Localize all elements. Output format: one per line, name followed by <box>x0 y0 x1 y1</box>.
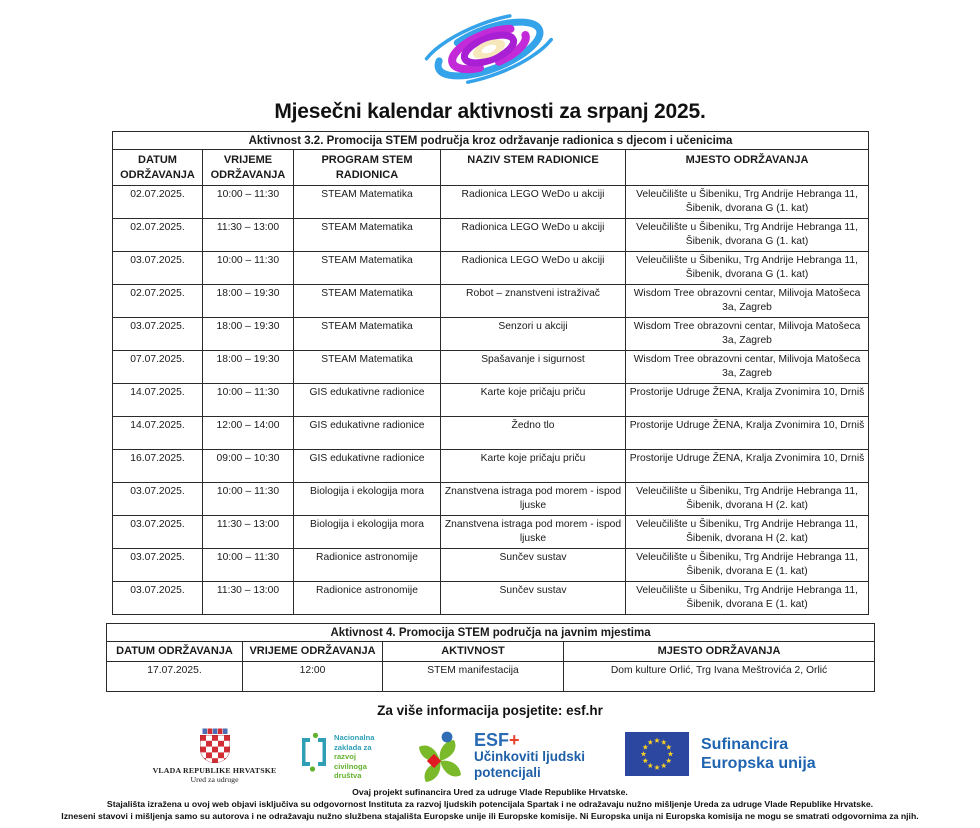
esf-acronym: ESF <box>474 730 510 750</box>
column-header: VRIJEME ODRŽAVANJA <box>243 642 383 662</box>
table-cell: 03.07.2025. <box>113 582 203 615</box>
table-cell: 18:00 – 19:30 <box>203 351 294 384</box>
table-row <box>113 417 869 450</box>
table-cell: 02.07.2025. <box>113 219 203 252</box>
table-cell: Spašavanje i sigurnost <box>441 351 626 384</box>
table-cell: 02.07.2025. <box>113 186 203 219</box>
table-cell: Biologija i ekologija mora <box>294 483 441 516</box>
table-cell: 10:00 – 11:30 <box>203 252 294 285</box>
table-cell: 16.07.2025. <box>113 450 203 483</box>
table-cell: 03.07.2025. <box>113 318 203 351</box>
table-cell: 07.07.2025. <box>113 351 203 384</box>
table-cell: 17.07.2025. <box>107 662 243 692</box>
table-cell: Radionice astronomije <box>294 549 441 582</box>
table-row <box>113 186 869 219</box>
table-header-row <box>113 150 869 186</box>
partner-logos <box>0 728 980 788</box>
table-cell: 03.07.2025. <box>113 252 203 285</box>
table-row <box>113 450 869 483</box>
footnotes <box>0 786 980 823</box>
table-cell: Veleučilište u Šibeniku, Trg Andrije Hebranga 11, Šibenik, dvorana G (1. kat) <box>626 186 869 219</box>
table-cell: Robot – znanstveni istraživač <box>441 285 626 318</box>
bracket-logo-icon <box>299 732 329 772</box>
table-cell: Karte koje pričaju priču <box>441 384 626 417</box>
table-row <box>107 662 875 692</box>
table-cell: Radionica LEGO WeDo u akciji <box>441 252 626 285</box>
esf-plus: + <box>509 730 520 750</box>
table-cell: Prostorije Udruge ŽENA, Kralja Zvonimira 10, Drniš <box>626 417 869 450</box>
table-cell: 12:00 <box>243 662 383 692</box>
table-cell: Sunčev sustav <box>441 549 626 582</box>
column-header: DATUM ODRŽAVANJA <box>113 150 203 186</box>
table-cell: Žedno tlo <box>441 417 626 450</box>
table-row <box>113 351 869 384</box>
table-cell: STEAM Matematika <box>294 351 441 384</box>
table-cell: STEAM Matematika <box>294 186 441 219</box>
column-header: MJESTO ODRŽAVANJA <box>564 642 875 662</box>
table-cell: Prostorije Udruge ŽENA, Kralja Zvonimira 10, Drniš <box>626 384 869 417</box>
foundation-name: Nacionalna zaklada za razvoj civilnoga društva <box>334 733 375 781</box>
table-cell: Veleučilište u Šibeniku, Trg Andrije Hebranga 11, Šibenik, dvorana G (1. kat) <box>626 219 869 252</box>
table-row <box>113 285 869 318</box>
table-cell: 09:00 – 10:30 <box>203 450 294 483</box>
table-cell: 18:00 – 19:30 <box>203 318 294 351</box>
table-cell: 03.07.2025. <box>113 516 203 549</box>
esf-logo <box>416 730 585 786</box>
column-header: AKTIVNOST <box>383 642 564 662</box>
table-cell: STEM manifestacija <box>383 662 564 692</box>
table-cell: Wisdom Tree obrazovni centar, Milivoja Matošeca 3a, Zagreb <box>626 285 869 318</box>
table-cell: Wisdom Tree obrazovni centar, Milivoja Matošeca 3a, Zagreb <box>626 351 869 384</box>
government-name: VLADA REPUBLIKE HRVATSKE <box>152 766 277 775</box>
table-row <box>113 318 869 351</box>
column-header: NAZIV STEM RADIONICE <box>441 150 626 186</box>
table-cell: Dom kulture Orlić, Trg Ivana Meštrovića 2, Orlić <box>564 662 875 692</box>
table-cell: STEAM Matematika <box>294 285 441 318</box>
table-row <box>113 252 869 285</box>
table-cell: 03.07.2025. <box>113 483 203 516</box>
activity-table-4 <box>106 623 875 692</box>
table-cell: Prostorije Udruge ŽENA, Kralja Zvonimira 10, Drniš <box>626 450 869 483</box>
table-cell: Veleučilište u Šibeniku, Trg Andrije Hebranga 11, Šibenik, dvorana H (2. kat) <box>626 483 869 516</box>
table-row <box>113 516 869 549</box>
foundation-logo <box>299 732 375 781</box>
table-cell: Radionica LEGO WeDo u akciji <box>441 219 626 252</box>
table-cell: Senzori u akciji <box>441 318 626 351</box>
footnote-line: Stajališta izražena u ovoj web objavi isključiva su odgovornost Instituta za razvoj ljudskih potencijala Spartak i ne odražavaju nužno mišljenje Ureda za udruge Vlade Republike Hrvatske. <box>106 799 874 810</box>
footnote-line: Izneseni stavovi i mišljenja samo su autorova i ne odražavaju nužno službena stajališta Europske unije ili Europske komisije. Ni Europska unija ni Europska komisija ne mogu se smatrati odgovornima za njih. <box>61 811 919 822</box>
table-cell: GIS edukativne radionice <box>294 450 441 483</box>
table-cell: Radionica LEGO WeDo u akciji <box>441 186 626 219</box>
column-header: PROGRAM STEM RADIONICA <box>294 150 441 186</box>
table-cell: Biologija i ekologija mora <box>294 516 441 549</box>
government-logo <box>152 728 277 784</box>
table-cell: Sunčev sustav <box>441 582 626 615</box>
table-cell: 10:00 – 11:30 <box>203 549 294 582</box>
esf-line1: Učinkoviti ljudski <box>474 749 586 764</box>
croatian-coat-of-arms-icon <box>198 728 232 764</box>
galaxy-logo-icon <box>408 6 570 92</box>
table-cell: Znanstvena istraga pod morem - ispod ljuske <box>441 516 626 549</box>
table-cell: 18:00 – 19:30 <box>203 285 294 318</box>
esf-line2: potencijali <box>474 764 541 780</box>
table-row <box>113 549 869 582</box>
table-cell: Karte koje pričaju priču <box>441 450 626 483</box>
table-cell: Veleučilište u Šibeniku, Trg Andrije Hebranga 11, Šibenik, dvorana H (2. kat) <box>626 516 869 549</box>
table-cell: GIS edukativne radionice <box>294 417 441 450</box>
page-title: Mjesečni kalendar aktivnosti za srpanj 2025. <box>274 100 706 123</box>
table-row <box>113 384 869 417</box>
table-caption: Aktivnost 4. Promocija STEM područja na javnim mjestima <box>107 624 875 642</box>
info-line: Za više informacija posjetite: esf.hr <box>377 703 603 718</box>
table-cell: Wisdom Tree obrazovni centar, Milivoja Matošeca 3a, Zagreb <box>626 318 869 351</box>
table-cell: STEAM Matematika <box>294 219 441 252</box>
esf-pinwheel-icon <box>416 730 466 786</box>
table-cell: Veleučilište u Šibeniku, Trg Andrije Hebranga 11, Šibenik, dvorana E (1. kat) <box>626 549 869 582</box>
table-cell: Znanstvena istraga pod morem - ispod ljuske <box>441 483 626 516</box>
column-header: MJESTO ODRŽAVANJA <box>626 150 869 186</box>
activity-table-3-2 <box>112 131 869 615</box>
table-cell: 10:00 – 11:30 <box>203 483 294 516</box>
table-header-row <box>107 642 875 662</box>
table-cell: 11:30 – 13:00 <box>203 516 294 549</box>
footnote-line: Ovaj projekt sufinancira Ured za udruge Vlade Republike Hrvatske. <box>352 787 628 797</box>
table-cell: Veleučilište u Šibeniku, Trg Andrije Hebranga 11, Šibenik, dvorana G (1. kat) <box>626 252 869 285</box>
table-caption: Aktivnost 3.2. Promocija STEM područja kroz održavanje radionica s djecom i učenicima <box>113 132 869 150</box>
table-cell: STEAM Matematika <box>294 318 441 351</box>
table-cell: GIS edukativne radionice <box>294 384 441 417</box>
table-cell: 02.07.2025. <box>113 285 203 318</box>
eu-text: Sufinancira Europska unija <box>701 736 816 772</box>
table-cell: 03.07.2025. <box>113 549 203 582</box>
table-row <box>113 219 869 252</box>
table-row <box>113 582 869 615</box>
table-cell: Radionice astronomije <box>294 582 441 615</box>
table-cell: 11:30 – 13:00 <box>203 219 294 252</box>
column-header: DATUM ODRŽAVANJA <box>107 642 243 662</box>
esf-text <box>474 730 585 786</box>
eu-flag-icon <box>625 732 689 776</box>
table-cell: 11:30 – 13:00 <box>203 582 294 615</box>
government-office: Ured za udruge <box>190 775 239 784</box>
eu-logo <box>625 732 816 776</box>
table-cell: 14.07.2025. <box>113 417 203 450</box>
table-cell: 12:00 – 14:00 <box>203 417 294 450</box>
table-cell: 10:00 – 11:30 <box>203 384 294 417</box>
table-cell: 14.07.2025. <box>113 384 203 417</box>
table-cell: STEAM Matematika <box>294 252 441 285</box>
table-row <box>113 483 869 516</box>
column-header: VRIJEME ODRŽAVANJA <box>203 150 294 186</box>
table-cell: Veleučilište u Šibeniku, Trg Andrije Hebranga 11, Šibenik, dvorana E (1. kat) <box>626 582 869 615</box>
table-cell: 10:00 – 11:30 <box>203 186 294 219</box>
